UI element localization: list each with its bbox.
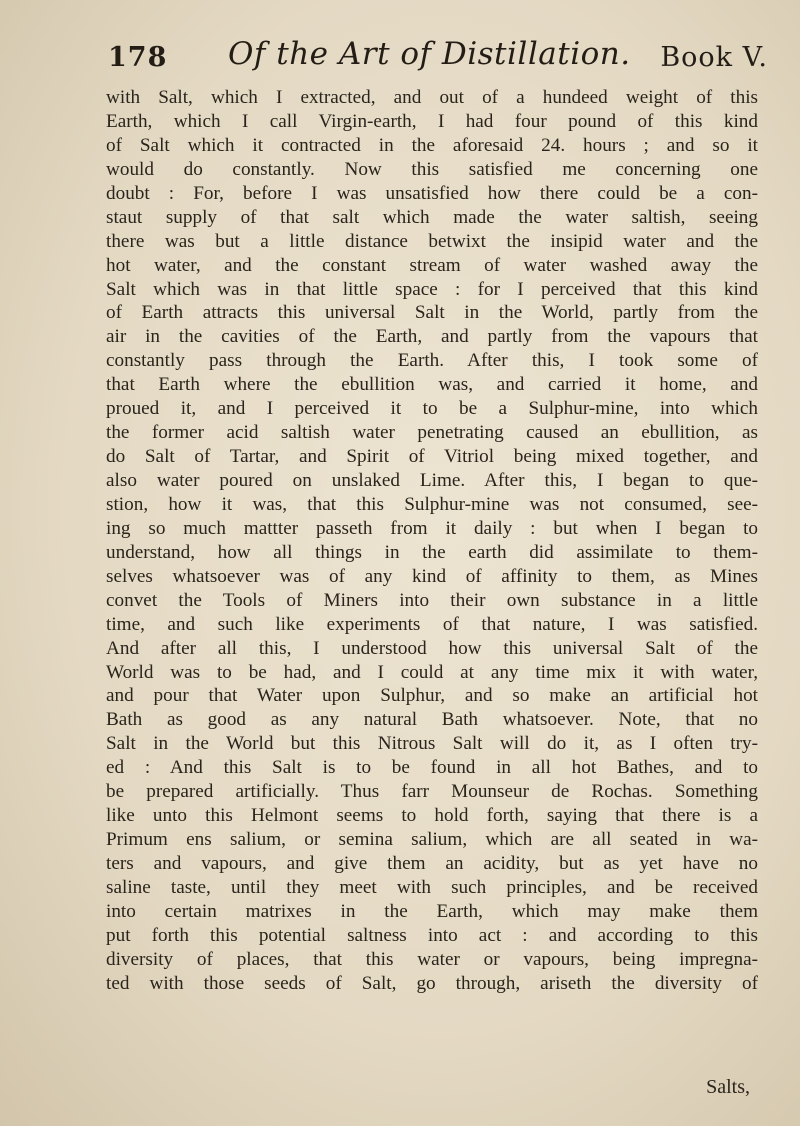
- text-line: Primum ens salium, or semina salium, which are all seated in wa-: [106, 829, 758, 851]
- text-line: ing so much mattter passeth from it daily : but when I began to: [106, 517, 758, 539]
- text-line: of Earth attracts this universal Salt in the World, partly from the: [106, 302, 758, 324]
- text-line: ters and vapours, and give them an acidity, but as yet have no: [106, 853, 758, 874]
- text-line: World was to be had, and I could at any time mix it with water,: [106, 661, 758, 683]
- body-text: [106, 86, 758, 996]
- page-header: [108, 34, 768, 84]
- text-line: put forth this potential saltness into act : and according to this: [106, 924, 758, 946]
- text-line: Salt in the World but this Nitrous Salt will do it, as I often try-: [106, 733, 758, 755]
- text-line: doubt : For, before I was unsatisfied how there could be a con-: [106, 182, 758, 204]
- text-line: be prepared artificially. Thus farr Mounseur de Rochas. Something: [106, 781, 758, 803]
- text-line: Salt which was in that little space : for I perceived that this kind: [106, 278, 758, 300]
- text-line: like unto this Helmont seems to hold forth, saying that there is a: [106, 805, 758, 827]
- catchword: Salts,: [706, 1076, 750, 1098]
- running-title: Of the Art of Distillation.: [228, 36, 631, 72]
- text-line: proued it, and I perceived it to be a Sulphur-mine, into which: [106, 398, 758, 420]
- text-line: hot water, and the constant stream of water washed away the: [106, 254, 758, 276]
- text-line: convet the Tools of Miners into their own substance in a little: [106, 589, 758, 611]
- text-line: saline taste, until they meet with such principles, and be received: [106, 876, 758, 898]
- text-line: that Earth where the ebullition was, and carried it home, and: [106, 374, 758, 396]
- text-line: into certain matrixes in the Earth, which may make them: [106, 900, 758, 922]
- text-line: also water poured on unslaked Lime. After this, I began to que-: [106, 470, 758, 491]
- text-line: Earth, which I call Virgin-earth, I had four pound of this kind: [106, 110, 758, 132]
- text-line: stion, how it was, that this Sulphur-mine was not consumed, see-: [106, 493, 758, 515]
- text-line: diversity of places, that this water or vapours, being impregna-: [106, 948, 758, 970]
- text-line: of Salt which it contracted in the aforesaid 24. hours ; and so it: [106, 134, 758, 156]
- text-line: Bath as good as any natural Bath whatsoever. Note, that no: [106, 709, 758, 731]
- book-label: Book V.: [660, 42, 768, 73]
- text-line: time, and such like experiments of that nature, I was satisfied.: [106, 613, 758, 635]
- page-number: 178: [108, 42, 168, 73]
- text-line: would do constantly. Now this satisfied me concerning one: [106, 158, 758, 180]
- text-line: ted with those seeds of Salt, go through, ariseth the diversity of: [106, 972, 758, 994]
- text-line: with Salt, which I extracted, and out of a hundeed weight of this: [106, 87, 758, 108]
- text-line: there was but a little distance betwixt the insipid water and the: [106, 230, 758, 252]
- text-line: understand, how all things in the earth did assimilate to them-: [106, 541, 758, 563]
- text-line: air in the cavities of the Earth, and partly from the vapours that: [106, 326, 758, 348]
- text-line: selves whatsoever was of any kind of affinity to them, as Mines: [106, 565, 758, 587]
- text-line: the former acid saltish water penetrating caused an ebullition, as: [106, 422, 758, 444]
- text-line: constantly pass through the Earth. After this, I took some of: [106, 350, 758, 372]
- text-line: and pour that Water upon Sulphur, and so make an artificial hot: [106, 685, 758, 707]
- text-line: And after all this, I understood how this universal Salt of the: [106, 637, 758, 659]
- text-line: ed : And this Salt is to be found in all hot Bathes, and to: [106, 757, 758, 779]
- text-line: staut supply of that salt which made the water saltish, seeing: [106, 206, 758, 228]
- text-line: do Salt of Tartar, and Spirit of Vitriol being mixed together, and: [106, 446, 758, 468]
